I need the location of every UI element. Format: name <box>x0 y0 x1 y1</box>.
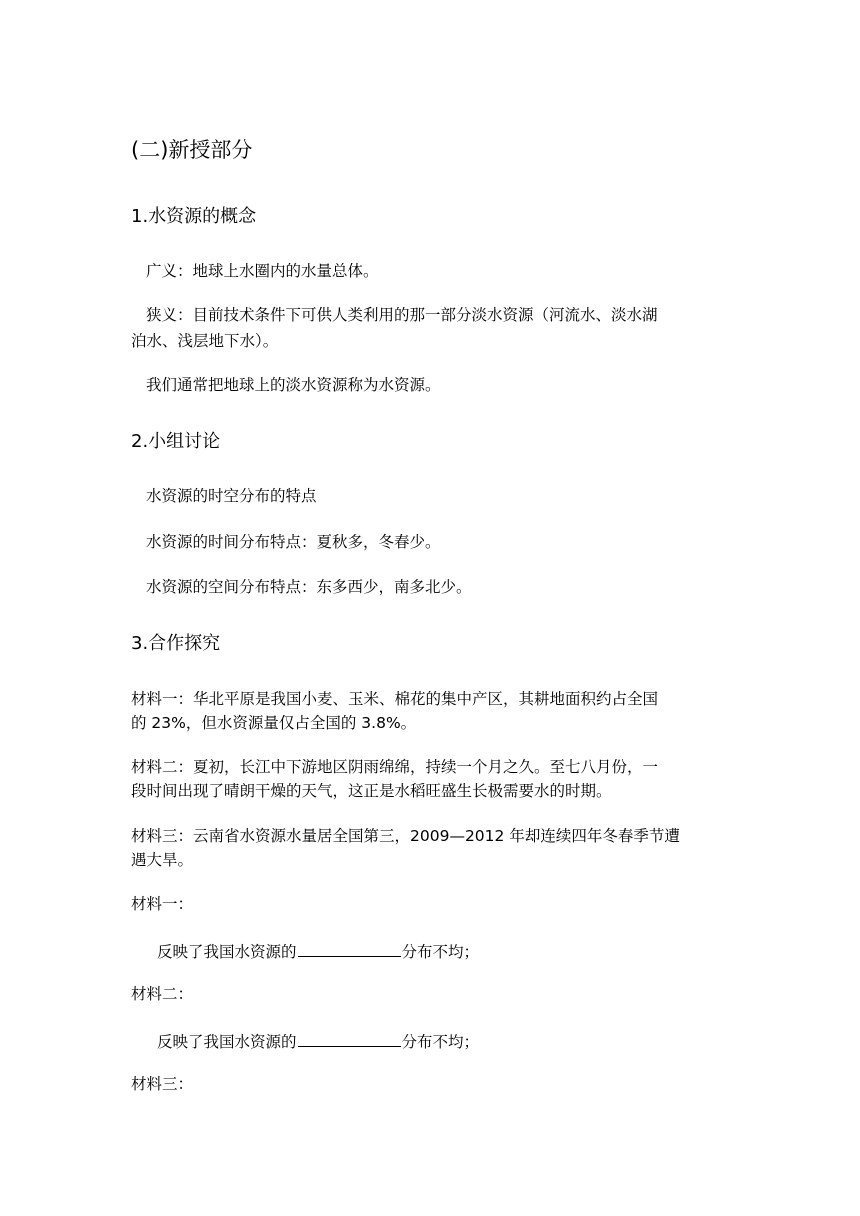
answer-blank-2[interactable] <box>298 1032 401 1047</box>
inquiry-heading: 3.合作探究 <box>131 633 221 654</box>
discussion-topic: 水资源的时空分布的特点 <box>146 487 317 505</box>
section-title: (二)新授部分 <box>131 138 253 162</box>
discussion-space-feature: 水资源的空间分布特点：东多西少，南多北少。 <box>146 578 472 596</box>
question-2-after: 分布不均； <box>401 1033 480 1051</box>
material-2-line2: 段时间出现了晴朗干燥的天气，这正是水稻旺盛生长极需要水的时期。 <box>131 782 612 800</box>
concept-narrow-line1: 狭义：目前技术条件下可供人类利用的那一部分淡水资源（河流水、淡水湖 <box>146 306 658 324</box>
material-3-line1: 材料三：云南省水资源水量居全国第三，2009—2012 年却连续四年冬春季节遭 <box>131 827 680 845</box>
answer-blank-1[interactable] <box>298 942 401 957</box>
discussion-time-feature: 水资源的时间分布特点：夏秋多，冬春少。 <box>146 533 441 551</box>
question-1-before: 反映了我国水资源的 <box>157 943 297 961</box>
material-3-line2: 遇大旱。 <box>131 851 194 869</box>
concept-broad: 广义：地球上水圈内的水量总体。 <box>146 262 379 280</box>
question-1 <box>157 942 479 961</box>
question-1-label: 材料一： <box>131 895 194 913</box>
question-3-label: 材料三： <box>131 1075 194 1093</box>
question-2 <box>157 1032 479 1051</box>
question-2-label: 材料二： <box>131 985 194 1003</box>
concept-heading: 1.水资源的概念 <box>131 206 257 227</box>
question-2-before: 反映了我国水资源的 <box>157 1033 297 1051</box>
question-1-after: 分布不均； <box>401 943 480 961</box>
material-2-line1: 材料二：夏初，长江中下游地区阴雨绵绵，持续一个月之久。至七八月份，一 <box>131 758 659 776</box>
concept-narrow-line2: 泊水、浅层地下水）。 <box>131 332 279 350</box>
material-1-line2: 的 23%，但水资源量仅占全国的 3.8%。 <box>131 714 417 732</box>
discussion-heading: 2.小组讨论 <box>131 431 221 452</box>
concept-usual: 我们通常把地球上的淡水资源称为水资源。 <box>146 376 441 394</box>
material-1-line1: 材料一：华北平原是我国小麦、玉米、棉花的集中产区，其耕地面积约占全国 <box>131 690 659 708</box>
